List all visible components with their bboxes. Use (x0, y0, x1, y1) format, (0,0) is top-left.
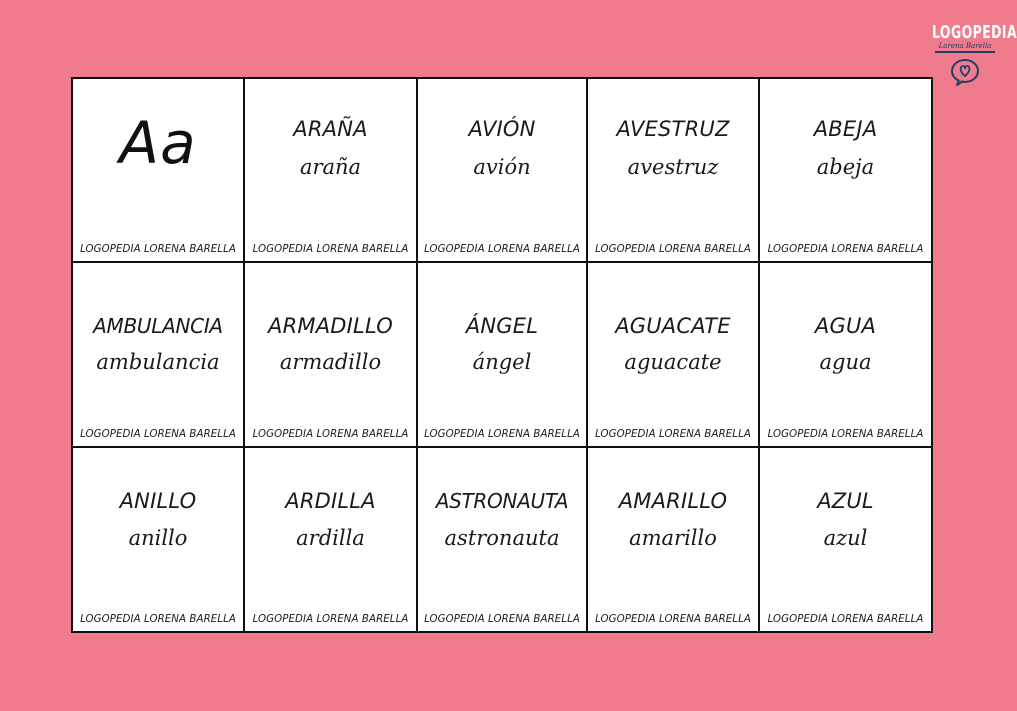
card-credit: LOGOPEDIA LORENA BARELLA (80, 429, 236, 440)
card-word-uppercase: ANILLO (119, 489, 197, 513)
card-credit: LOGOPEDIA LORENA BARELLA (424, 429, 580, 440)
card-header-letters: Aa (119, 109, 197, 177)
card-credit: LOGOPEDIA LORENA BARELLA (424, 244, 580, 255)
card-word-lowercase: agua (819, 350, 872, 374)
logo-signature: Lorena Barella (938, 42, 992, 50)
card-credit: LOGOPEDIA LORENA BARELLA (595, 244, 751, 255)
card-word-uppercase: ABEJA (813, 117, 878, 141)
card-credit: LOGOPEDIA LORENA BARELLA (767, 614, 924, 625)
card-credit: LOGOPEDIA LORENA BARELLA (424, 614, 580, 625)
card-credit: LOGOPEDIA LORENA BARELLA (80, 244, 236, 255)
card-word-uppercase: AVESTRUZ (616, 117, 730, 141)
card-credit: LOGOPEDIA LORENA BARELLA (595, 429, 751, 440)
card-agua (760, 263, 931, 448)
card-word-lowercase: avestruz (627, 155, 719, 179)
card-azul (760, 448, 931, 631)
card-word-uppercase: ARDILLA (285, 489, 376, 513)
card-ardilla (245, 448, 418, 631)
card-word-uppercase: AMBULANCIA (93, 314, 223, 338)
card-word-uppercase: AGUA (814, 314, 877, 338)
card-word-uppercase: ÁNGEL (465, 314, 539, 338)
card-angel (418, 263, 588, 448)
card-header-aa (73, 79, 245, 263)
card-credit: LOGOPEDIA LORENA BARELLA (252, 244, 409, 255)
card-word-uppercase: AMARILLO (618, 489, 728, 513)
card-astronauta (418, 448, 588, 631)
card-credit: LOGOPEDIA LORENA BARELLA (767, 429, 924, 440)
card-aguacate (588, 263, 760, 448)
card-word-lowercase: ardilla (296, 526, 365, 550)
card-credit: LOGOPEDIA LORENA BARELLA (252, 614, 409, 625)
card-word-uppercase: AZUL (817, 489, 874, 513)
card-armadillo (245, 263, 418, 448)
card-ambulancia (73, 263, 245, 448)
card-word-lowercase: armadillo (279, 350, 382, 374)
card-anillo (73, 448, 245, 631)
card-word-lowercase: araña (299, 155, 362, 179)
card-word-lowercase: amarillo (629, 526, 717, 550)
card-amarillo (588, 448, 760, 631)
word-card-grid (71, 77, 933, 633)
card-credit: LOGOPEDIA LORENA BARELLA (767, 244, 924, 255)
brand-logo (932, 20, 1017, 96)
card-word-uppercase: ARMADILLO (268, 314, 393, 338)
card-credit: LOGOPEDIA LORENA BARELLA (252, 429, 409, 440)
card-abeja (760, 79, 931, 263)
logo-wordmark: LOGOPEDIA (932, 20, 1017, 43)
card-credit: LOGOPEDIA LORENA BARELLA (595, 614, 751, 625)
card-word-uppercase: ARAÑA (293, 117, 368, 141)
card-word-lowercase: astronauta (444, 526, 560, 550)
card-word-lowercase: ángel (472, 350, 532, 374)
card-avestruz (588, 79, 760, 263)
card-word-uppercase: ASTRONAUTA (435, 489, 569, 513)
card-word-lowercase: ambulancia (96, 350, 220, 374)
card-credit: LOGOPEDIA LORENA BARELLA (80, 614, 236, 625)
heart-speech-bubble-icon (949, 58, 981, 86)
card-word-lowercase: aguacate (624, 350, 722, 374)
card-word-lowercase: azul (823, 526, 868, 550)
card-word-lowercase: anillo (128, 526, 188, 550)
card-word-lowercase: avión (473, 155, 531, 179)
card-word-uppercase: AVIÓN (468, 117, 536, 141)
logo-underline (935, 51, 995, 53)
card-arana (245, 79, 418, 263)
card-avion (418, 79, 588, 263)
card-word-uppercase: AGUACATE (615, 314, 731, 338)
card-word-lowercase: abeja (816, 155, 875, 179)
